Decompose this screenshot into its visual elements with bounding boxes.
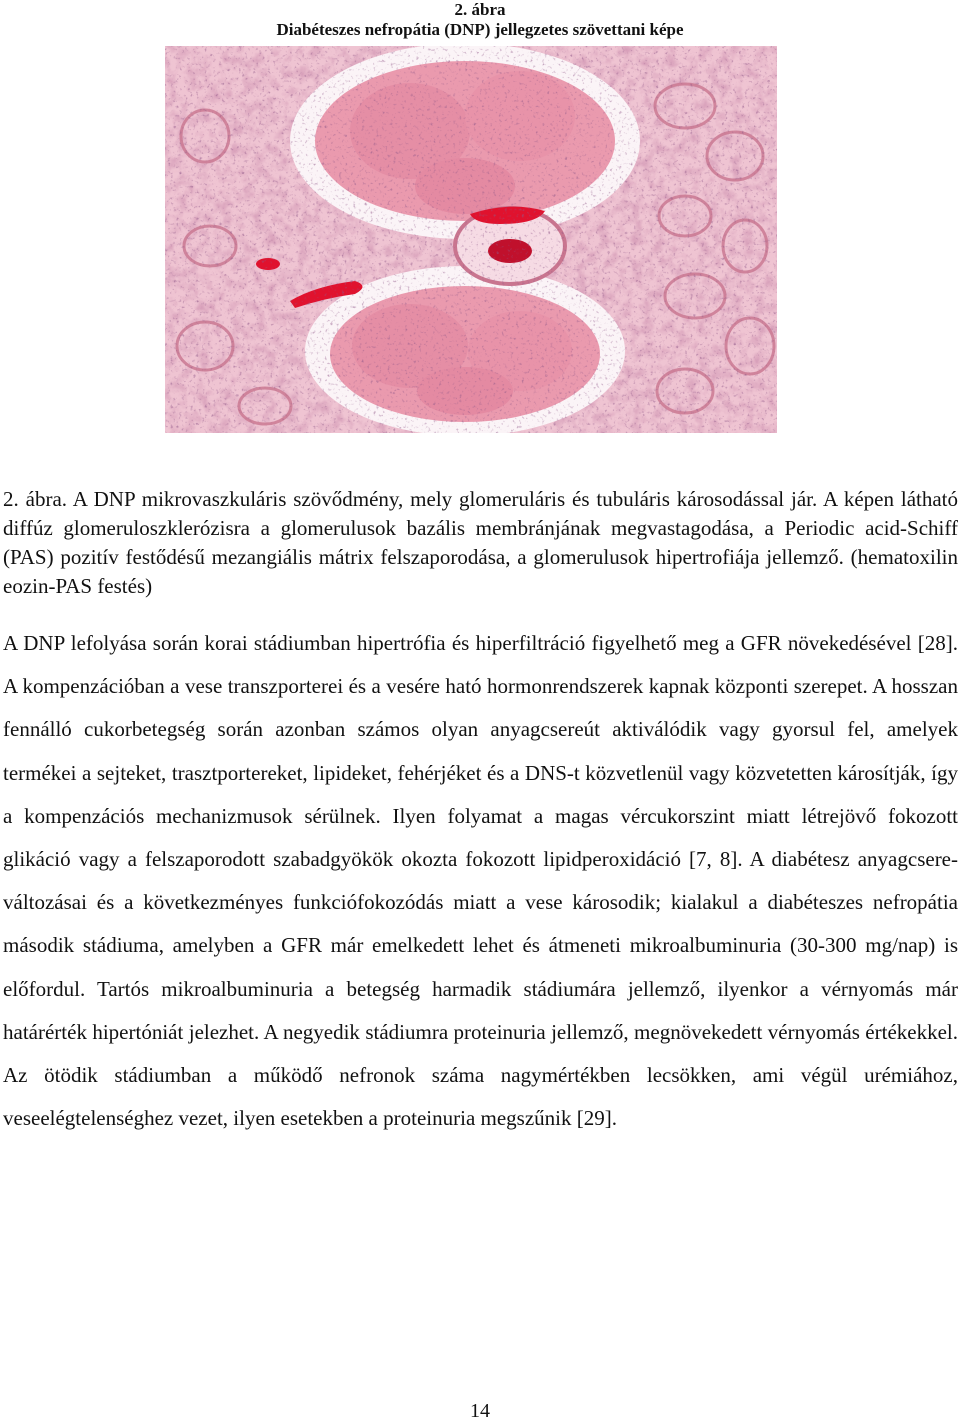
caption-text: A DNP mikrovaszkuláris szövődmény, mely glomeruláris és tubuláris károsodással jár. A képen látható diffúz glomeruloszklerózisra a glomerulusok bazális membránjának megvastagodása, a Periodic acid-Schiff (PAS) pozitív festődésű mezangiális mátrix felszaporodása, a glomerulusok hipertrofiája jellemző. (hematoxilin eozin-PAS festés) — [3, 487, 958, 598]
body-text: A DNP lefolyása során korai stádiumban hipertrófia és hiperfiltráció figyelhető meg a GFR növekedésével [28]. A kompenzációban a vese transzporterei és a vesére ható hormonrendszerek kapnak központi szerepet. A hosszan fennálló cukorbetegség során azonban számos olyan anyagcsereút aktiválódik vagy gyorsul fel, amelyek termékei a sejteket, trasztportereket, lipideket, fehérjéket és a DNS-t közvetlenül vagy közvetetten károsítják, így a kompenzációs mechanizmusok sérülnek. Ilyen folyamat a magas vércukorszint miatt létrejövő fokozott glikáció vagy a felszaporodott szabadgyökök okozta fokozott lipidperoxidáció [7, 8]. A diabétesz anyagcsere-változásai és a következményes funkciófokozódás miatt a vese károsodik; kialakul a diabéteszes nefropátia második stádiuma, amelyben a GFR már emelkedett lehet és átmeneti mikroalbuminuria (30-300 mg/nap) is előfordul. Tartós mikroalbuminuria a betegség harmadik stádiumára jellemző, ilyenkor a vérnyomás már határérték hipertóniát jelezhet. A negyedik stádiumra proteinuria jellemző, megnövekedett vérnyomás értékekkel. Az ötödik stádiumban a működő nefronok száma nagymértékben lecsökken, ami végül urémiához, veseelégtelenséghez vezet, ilyen esetekben a proteinuria megszűnik [29]. — [3, 631, 958, 1131]
histology-micrograph — [165, 46, 777, 433]
caption-label: 2. ábra. — [3, 487, 68, 511]
page-number: 14 — [470, 1400, 490, 1422]
figure-title: Diabéteszes nefropátia (DNP) jellegzetes szövettani képe — [276, 20, 684, 39]
figure-caption — [3, 485, 958, 601]
figure-number: 2. ábra — [454, 0, 506, 19]
body-paragraph — [3, 622, 958, 1140]
figure-heading — [0, 0, 960, 40]
